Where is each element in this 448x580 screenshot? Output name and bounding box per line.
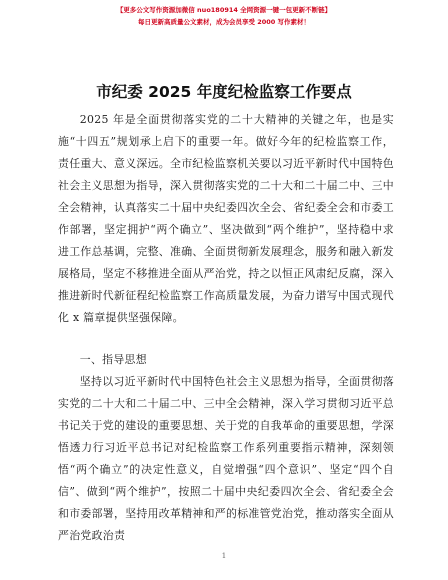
page-number: 1 bbox=[221, 552, 227, 560]
section-heading-block bbox=[58, 349, 394, 371]
banner-line-1: 【更多公文写作资源加微信 nuo180914 全网资源一键一包更新不断链】 bbox=[116, 6, 332, 14]
banner-line-2: 每日更新高质量公文素材，成为会员享受 2000 写作素材！ bbox=[137, 18, 311, 26]
section-heading-guiding-ideology: 一、指导思想 bbox=[79, 353, 147, 366]
paragraph-guiding-ideology: 坚持以习近平新时代中国特色社会主义思想为指导，全面贯彻落实党的二十大和二十届二中、三中全会精神，深入学习贯彻习近平总书记关于党的建设的重要思想、关于党的自我革命的重要思想，学深悟透力行习近平总书记对纪检监察工作系列重要指示精神，深刻领悟“两个确立”的决定性意义，自觉增强“四个意识”、坚定“四个自信”、做到“两个维护”，按照二十届中央纪委四次全会、省纪委全会和市委部署，坚持用改革精神和严的标准管党治党，推动落实全面从严治党政治责 bbox=[58, 375, 394, 542]
header-banner bbox=[0, 4, 448, 28]
document-title: 市纪委 2025 年度纪检监察工作要点 bbox=[96, 83, 352, 101]
paragraph-intro: 2025 年是全面贯彻落实党的二十大精神的关键之年，也是实施“十四五”规划承上启下的重要一年。做好今年的纪检监察工作，责任重大、意义深远。全市纪检监察机关要以习近平新时代中国特色社会主义思想为指导，深入贯彻落实党的二十大和二十届二中、三中全会精神，认真落实二十届中央纪委四次全会、省纪委全会和市委工作部署，坚定拥护“两个确立”、坚决做到“两个维护”，坚持稳中求进工作总基调，完整、准确、全面贯彻新发展理念，服务和融入新发展格局，坚定不移推进全面从严治党，持之以恒正风肃纪反腐，深入推进新时代新征程纪检监察工作高质量发展，为奋力谱写中国式现代化 x 篇章提供坚强保障。 bbox=[58, 113, 394, 324]
body-block-1 bbox=[58, 109, 394, 329]
body-block-2 bbox=[58, 371, 394, 547]
